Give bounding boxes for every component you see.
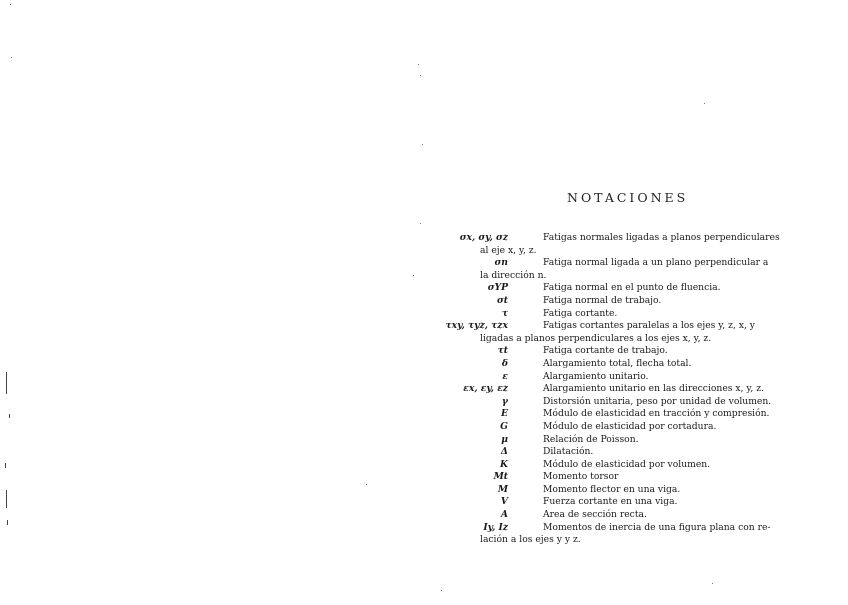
notation-description: Distorsión unitaria, peso por unidad de volumen. [543,395,772,407]
notation-description: Alargamiento unitario. [543,370,649,382]
notation-description: Dilatación. [543,446,594,458]
notation-entry [470,496,790,509]
scan-speck [441,590,442,591]
scan-speck [422,144,423,145]
notation-description: Fatiga cortante de trabajo. [543,345,668,357]
notation-symbol: τxy, τyz, τzx [445,320,508,332]
notation-symbol: δ [501,357,508,369]
scan-speck [10,4,11,5]
notation-symbol: Δ [500,446,508,458]
notation-symbol: εx, εy, εz [463,383,508,395]
notation-description: Fatiga cortante. [543,307,618,319]
scan-edge-mark [7,520,8,525]
notation-description: Fatiga normal de trabajo. [543,294,662,306]
notation-entry [470,446,790,459]
scan-speck [413,275,414,276]
notation-symbol: σYP [487,282,508,294]
notation-entry [470,308,790,321]
notation-entry [470,471,790,484]
notation-list [445,232,790,547]
notation-entry [470,459,790,472]
notation-symbol: τ [501,307,508,319]
notation-symbol: Iy, Iz [483,521,508,533]
notation-description: Momento torsor [543,471,619,483]
notation-entry [470,257,790,282]
notation-symbol: K [500,458,508,470]
scan-speck [420,75,421,76]
notation-entry [470,408,790,421]
scan-speck [704,103,705,104]
notation-symbol: σx, σy, σz [459,232,508,243]
notation-description: Fatiga normal ligada a un plano perpendicular a la dirección n. [480,257,769,281]
notation-entry [445,320,790,345]
scan-edge-mark [5,463,6,468]
notation-entry [463,383,790,396]
notation-entry [470,434,790,447]
notation-symbol: Mt [493,471,508,483]
notation-entry [470,484,790,497]
notation-entry [470,358,790,371]
page-title: NOTACIONES [567,190,689,205]
notation-description: Módulo de elasticidad por cortadura. [543,420,717,432]
notation-symbol: G [500,420,508,432]
notation-entry [470,345,790,358]
notation-symbol: μ [501,433,508,445]
scan-speck [712,583,713,584]
notation-symbol: M [497,483,508,495]
notation-entry [470,522,790,547]
scan-speck [418,64,419,65]
scan-speck [11,57,12,58]
notation-description: Módulo de elasticidad en tracción y compresión. [543,408,770,420]
notation-entry [470,371,790,384]
notation-symbol: V [500,496,508,508]
notation-description: Módulo de elasticidad por volumen. [543,458,711,470]
notation-entry [470,282,790,295]
notation-description: Alargamiento total, flecha total. [543,357,692,369]
scan-edge-mark [6,490,7,508]
notation-description: Fatigas cortantes paralelas a los ejes y, z, x, y ligadas a planos perpendiculares a los ejes x, y, z. [480,320,755,344]
notation-symbol: γ [501,395,508,407]
notation-description: Fatigas normales ligadas a planos perpendiculares al eje x, y, z. [480,232,780,256]
notation-symbol: ε [502,370,508,382]
notation-entry [459,232,790,257]
notation-description: Fuerza cortante en una viga. [543,496,678,508]
scan-edge-mark [9,414,10,418]
notation-entry [470,421,790,434]
notation-entry [470,509,790,522]
notation-symbol: τt [497,345,508,357]
notation-entry [470,295,790,308]
notation-entry [470,396,790,409]
notation-symbol: σt [496,294,508,306]
scan-edge-mark [6,372,7,394]
scan-speck [366,484,367,485]
notation-description: Relación de Poisson. [543,433,639,445]
notation-symbol: E [500,408,508,420]
notation-description: Momentos de inercia de una figura plana con re- lación a los ejes y y z. [480,521,771,546]
notation-description: Momento flector en una viga. [543,483,681,495]
scan-speck [420,223,421,224]
notation-symbol: σn [494,257,508,269]
notation-description: Area de sección recta. [543,509,647,521]
notation-description: Alargamiento unitario en las direcciones x, y, z. [543,383,764,395]
notation-symbol: A [500,509,508,521]
notation-description: Fatiga normal en el punto de fluencia. [543,282,721,294]
